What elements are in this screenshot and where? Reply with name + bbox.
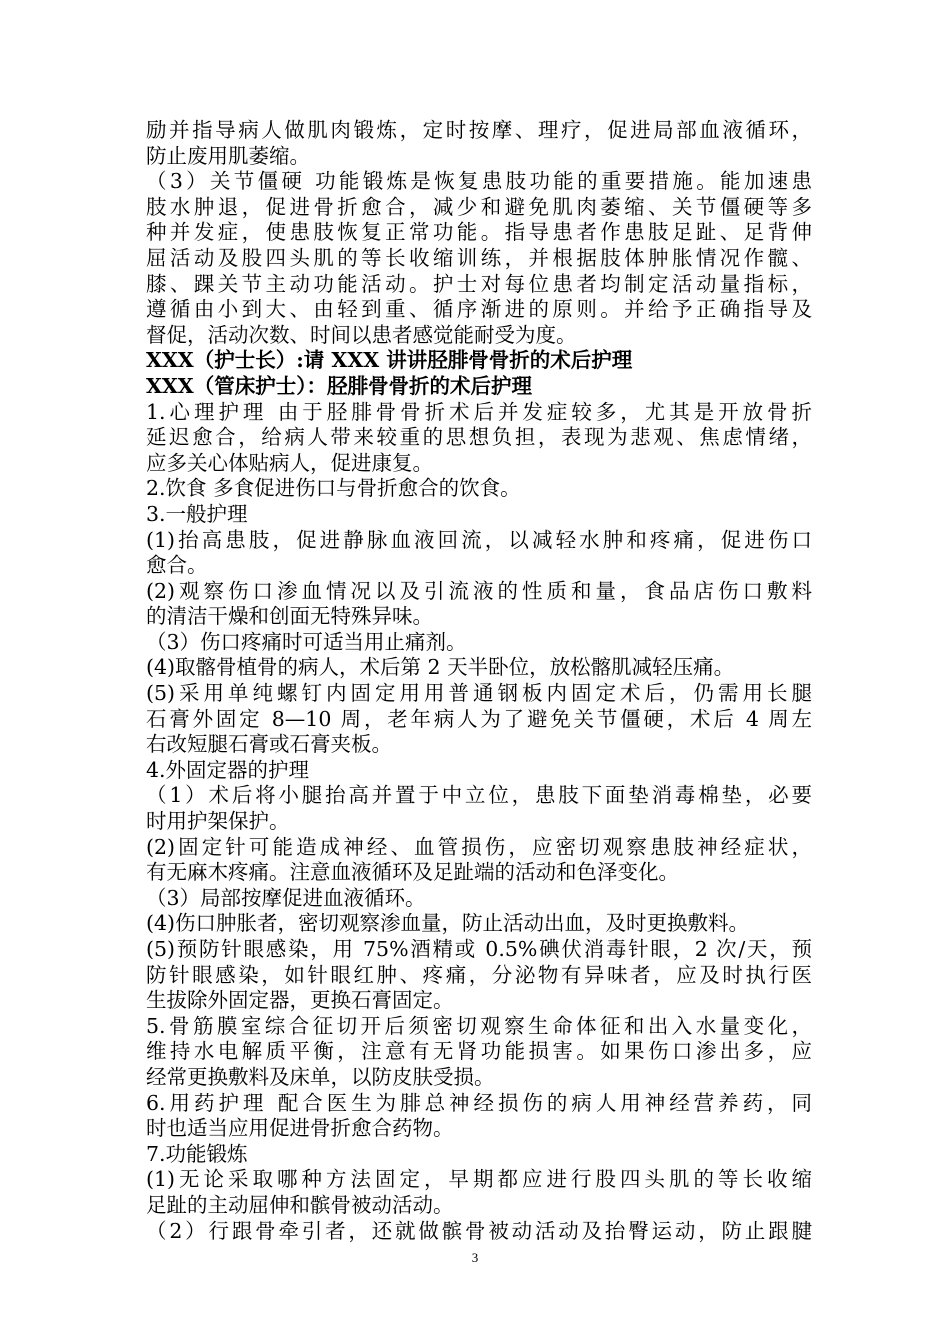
text-line: 励并指导病人做肌肉锻炼，定时按摩、理疗，促进局部血液循环， [146, 118, 812, 142]
text-line: 种并发症，使患肢恢复正常功能。指导患者作患肢足趾、足背伸 [146, 220, 812, 245]
text-line: 的清洁干燥和创面无特殊异味。 [146, 604, 433, 629]
text-line: (1)抬高患肢，促进静脉血液回流，以减轻水肿和疼痛，促进伤口 [146, 527, 812, 552]
text-line: (1)无论采取哪种方法固定，早期都应进行股四头肌的等长收缩 [146, 1167, 812, 1192]
text-line: (5)采用单纯螺钉内固定用用普通钢板内固定术后，仍需用长腿 [146, 681, 812, 706]
text-line: (4)伤口肿胀者，密切观察渗血量，防止活动出血，及时更换敷料。 [146, 911, 750, 936]
text-line: 足趾的主动屈伸和髌骨被动活动。 [146, 1192, 454, 1217]
text-line: 4.外固定器的护理 [146, 757, 310, 782]
text-line: （3）局部按摩促进血液循环。 [146, 885, 426, 910]
text-line: 3.一般护理 [146, 501, 248, 526]
dialogue-heading-line: XXX（护士长）:请 XXX 讲讲胫腓骨骨折的术后护理 [146, 348, 633, 373]
text-line: 石膏外固定 8—10 周，老年病人为了避免关节僵硬，术后 4 周左 [146, 706, 812, 731]
text-line: (5)预防针眼感染，用 75%酒精或 0.5%碘伏消毒针眼，2 次/天，预 [146, 937, 812, 961]
page-number: 3 [471, 1250, 479, 1265]
text-line: 2.饮食 多食促进伤口与骨折愈合的饮食。 [146, 476, 521, 501]
text-line: 遵循由小到大、由轻到重、循序渐进的原则。并给予正确指导及 [146, 297, 812, 322]
text-line: 屈活动及股四头肌的等长收缩训练，并根据肢体肿胀情况作髋、 [146, 245, 812, 270]
text-line: （1）术后将小腿抬高并置于中立位，患肢下面垫消毒棉垫，必要 [146, 783, 812, 808]
text-line: 有无麻木疼痛。注意血液循环及足趾端的活动和色泽变化。 [146, 860, 679, 885]
text-line: 时用护架保护。 [146, 809, 290, 834]
text-line: 督促，活动次数、时间以患者感觉能耐受为度。 [146, 322, 577, 347]
text-line: 延迟愈合，给病人带来较重的思想负担，表现为悲观、焦虑情绪， [146, 425, 812, 450]
text-line: （3）关节僵硬 功能锻炼是恢复患肢功能的重要措施。能加速患 [146, 169, 812, 194]
text-line: 经常更换敷料及床单，以防皮肤受损。 [146, 1064, 495, 1089]
text-line: （3）伤口疼痛时可适当用止痛剂。 [146, 629, 467, 654]
text-line: 右改短腿石膏或石膏夹板。 [146, 732, 392, 757]
text-line: 1.心理护理 由于胫腓骨骨折术后并发症较多，尤其是开放骨折 [146, 399, 812, 424]
text-line: 时也适当应用促进骨折愈合药物。 [146, 1116, 454, 1141]
text-line: 6.用药护理 配合医生为腓总神经损伤的病人用神经营养药，同 [146, 1090, 812, 1115]
text-line: (2)观察伤口渗血情况以及引流液的性质和量，食品店伤口敷料 [146, 578, 812, 603]
text-line: 维持水电解质平衡，注意有无肾功能损害。如果伤口渗出多，应 [146, 1039, 812, 1064]
text-line: 膝、踝关节主动功能活动。护士对每位患者均制定活动量指标， [146, 271, 812, 296]
text-line: 防止废用肌萎缩。 [146, 143, 310, 168]
dialogue-heading-line: XXX（管床护士）：胫腓骨骨折的术后护理 [146, 373, 532, 398]
text-line: 生拔除外固定器，更换石膏固定。 [146, 988, 454, 1013]
text-line: (4)取髂骨植骨的病人，术后第 2 天半卧位，放松髂肌减轻压痛。 [146, 655, 735, 680]
text-line: 防针眼感染，如针眼红肿、疼痛，分泌物有异味者，应及时执行医 [146, 962, 812, 987]
text-line: 7.功能锻炼 [146, 1141, 248, 1166]
document-body [146, 118, 812, 1244]
text-line: 应多关心体贴病人，促进康复。 [146, 450, 433, 475]
text-line: (2)固定针可能造成神经、血管损伤，应密切观察患肢神经症状， [146, 834, 812, 859]
text-line: 5.骨筋膜室综合征切开后须密切观察生命体征和出入水量变化， [146, 1013, 812, 1038]
text-line: 肢水肿退，促进骨折愈合，减少和避免肌肉萎缩、关节僵硬等多 [146, 194, 812, 219]
text-line: （2）行跟骨牵引者，还就做髌骨被动活动及抬臀运动，防止跟腱 [146, 1218, 812, 1243]
text-line: 愈合。 [146, 553, 208, 578]
